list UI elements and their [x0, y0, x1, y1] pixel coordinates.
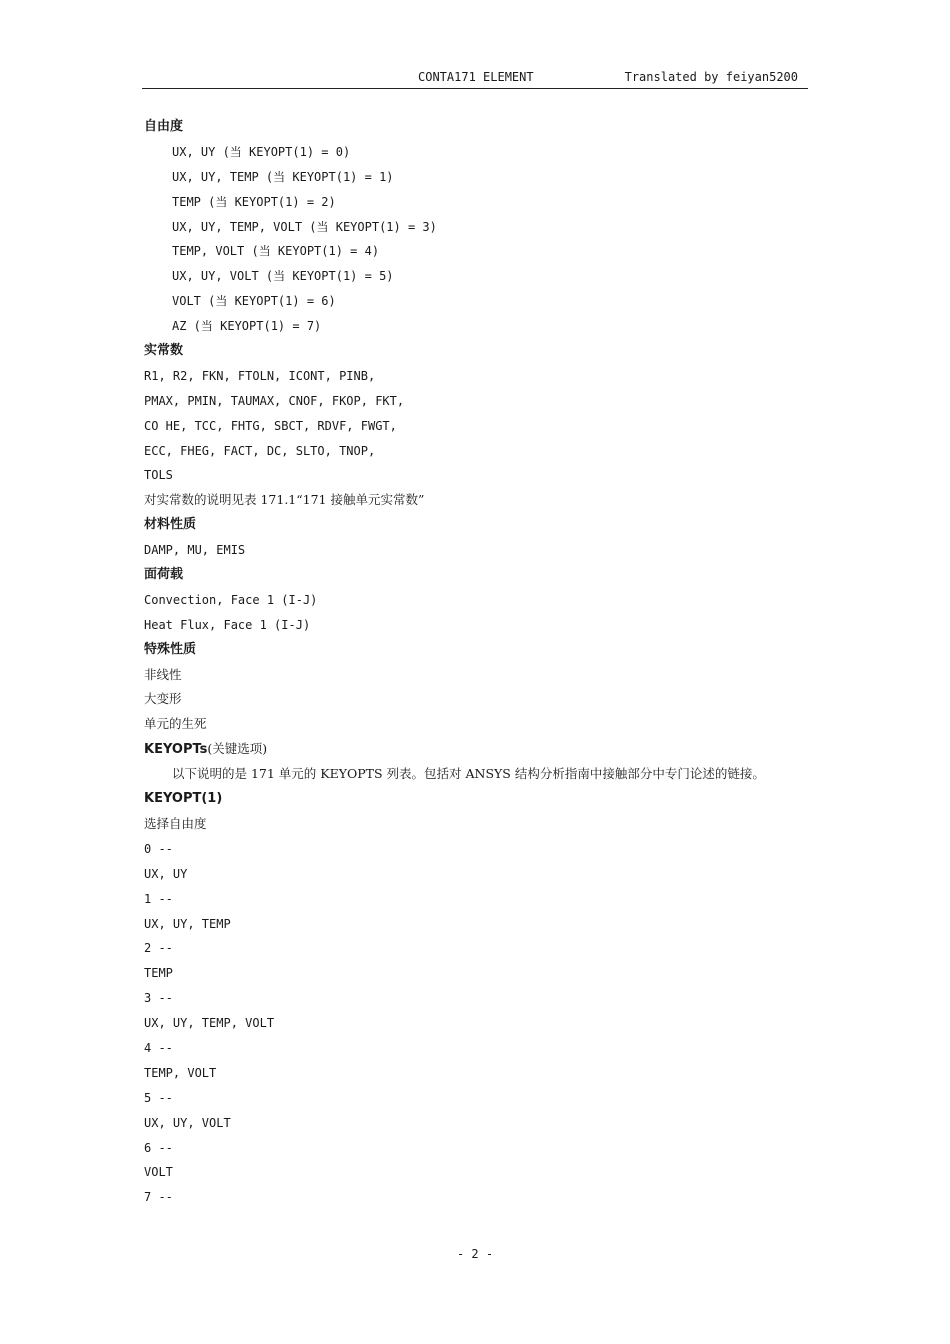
special-feature-item: 非线性 — [144, 666, 182, 682]
keyopt1-option-value: TEMP — [144, 966, 173, 981]
special-feature-item: 大变形 — [144, 691, 182, 707]
real-constants-line: CO HE, TCC, FHTG, SBCT, RDVF, FWGT, — [144, 418, 397, 433]
header-title: CONTA171 ELEMENT — [418, 70, 534, 84]
real-constants-heading: 实常数 — [144, 343, 184, 359]
keyopt1-option-value: VOLT — [144, 1165, 173, 1180]
page-number: - 2 - — [456, 1247, 494, 1261]
page-header — [142, 68, 808, 89]
real-constants-line: ECC, FHEG, FACT, DC, SLTO, TNOP, — [144, 443, 376, 458]
dof-item: VOLT (当 KEYOPT(1) = 6) — [172, 294, 336, 309]
keyopt1-option-code: 3 -- — [144, 991, 173, 1006]
special-feature-item: 单元的生死 — [144, 716, 207, 732]
dof-item: UX, UY, TEMP, VOLT (当 KEYOPT(1) = 3) — [172, 219, 437, 234]
keyopts-heading-label: KEYOPTs — [144, 742, 208, 758]
dof-item: TEMP (当 KEYOPT(1) = 2) — [172, 194, 336, 209]
dof-item: UX, UY, TEMP (当 KEYOPT(1) = 1) — [172, 169, 394, 184]
surface-load-line: Heat Flux, Face 1 (I-J) — [144, 617, 311, 632]
dof-item: UX, UY (当 KEYOPT(1) = 0) — [172, 144, 351, 159]
dof-item: UX, UY, VOLT (当 KEYOPT(1) = 5) — [172, 269, 394, 284]
real-constants-line: R1, R2, FKN, FTOLN, ICONT, PINB, — [144, 368, 376, 383]
keyopts-intro: 以下说明的是 171 单元的 KEYOPTS 列表。包括对 ANSYS 结构分析指南中接触部分中专门论述的链接。 — [172, 766, 765, 782]
keyopt1-description: 选择自由度 — [144, 815, 207, 831]
material-value: DAMP, MU, EMIS — [144, 543, 246, 558]
surface-loads-heading: 面荷载 — [144, 567, 184, 583]
keyopt1-option-code: 1 -- — [144, 891, 173, 906]
keyopt1-option-code: 0 -- — [144, 841, 173, 856]
keyopt1-option-value: UX, UY, TEMP — [144, 916, 231, 931]
dof-item: AZ (当 KEYOPT(1) = 7) — [172, 319, 322, 334]
keyopt1-option-value: UX, UY — [144, 866, 188, 881]
real-constants-line: PMAX, PMIN, TAUMAX, CNOF, FKOP, FKT, — [144, 393, 405, 408]
keyopt1-option-code: 6 -- — [144, 1140, 173, 1155]
document-body — [144, 115, 824, 1210]
keyopts-heading — [144, 737, 824, 762]
keyopt1-option-code: 2 -- — [144, 941, 173, 956]
header-translator: Translated by feiyan5200 — [624, 70, 798, 84]
keyopt1-option-code: 7 -- — [144, 1190, 173, 1205]
keyopt1-option-value: UX, UY, VOLT — [144, 1115, 231, 1130]
surface-load-line: Convection, Face 1 (I-J) — [144, 592, 318, 607]
keyopts-heading-note: (关键选项) — [207, 741, 268, 757]
real-constants-note: 对实常数的说明见表 171.1“171 接触单元实常数” — [144, 492, 425, 508]
keyopt1-heading: KEYOPT(1) — [144, 791, 223, 807]
material-heading: 材料性质 — [144, 517, 197, 533]
special-features-heading: 特殊性质 — [144, 641, 197, 657]
keyopt1-option-value: TEMP, VOLT — [144, 1065, 217, 1080]
keyopt1-option-code: 4 -- — [144, 1040, 173, 1055]
dof-item: TEMP, VOLT (当 KEYOPT(1) = 4) — [172, 244, 380, 259]
dof-heading: 自由度 — [144, 119, 184, 134]
real-constants-line: TOLS — [144, 468, 173, 483]
keyopt1-option-code: 5 -- — [144, 1090, 173, 1105]
keyopt1-option-value: UX, UY, TEMP, VOLT — [144, 1016, 275, 1031]
